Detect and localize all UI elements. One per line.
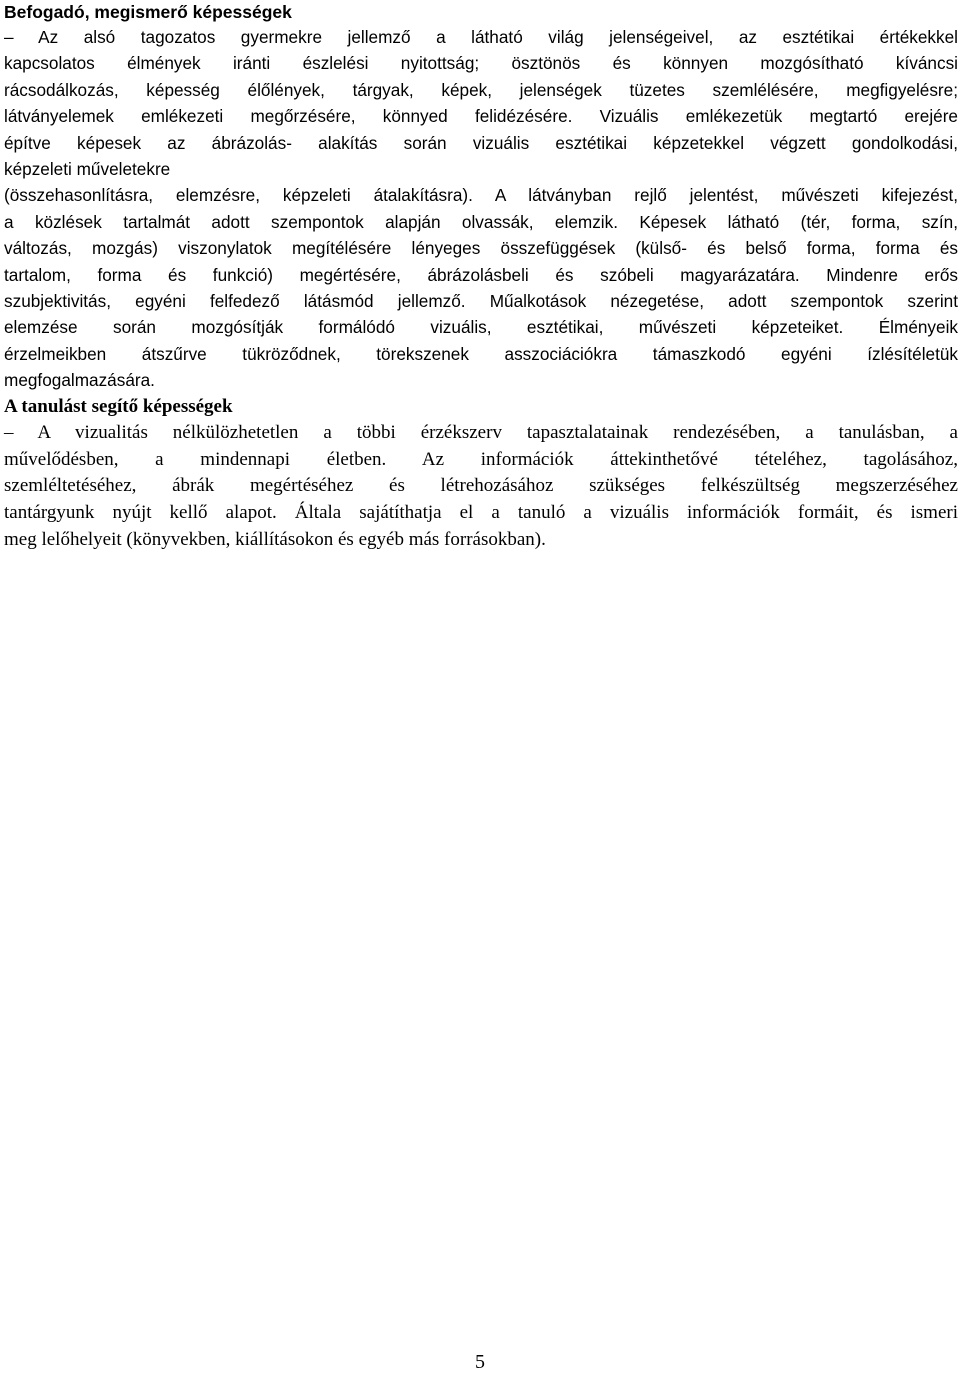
paragraph-learning-abilities	[4, 420, 958, 553]
text-line: építve képesek az ábrázolás- alakítás során vizuális esztétikai képzetekkel végzett gondolkodási,	[4, 132, 958, 153]
text-line: megfogalmazására.	[4, 370, 155, 391]
text-line: érzelmeikben átszűrve tükröződnek, törekszenek asszociációkra támaszkodó egyéni ízlésítéletük	[4, 343, 958, 364]
text-line: változás, mozgás) viszonylatok megítélésére lényeges összefüggések (külső- és belső forma, forma és	[4, 238, 958, 259]
section-heading-receptive-abilities: Befogadó, megismerő képességek	[4, 2, 292, 22]
text-line: meg lelőhelyeit (könyvekben, kiállításokon és egyéb más forrásokban).	[4, 528, 546, 550]
text-line: szemléltetéséhez, ábrák megértéséhez és létrehozásához szükséges felkészültség megszerzéséhez	[4, 475, 958, 497]
text-line: látványelemek emlékezeti megőrzésére, könnyed felidézésére. Vizuális emlékezetük megtartó erejére	[4, 106, 958, 127]
text-line: (összehasonlításra, elemzésre, képzeleti átalakításra). A látványban rejlő jelentést, művészeti kifejezést,	[4, 185, 958, 206]
text-line: elemzése során mozgósítják formálódó vizuális, esztétikai, művészeti képzeteiket. Élményeik	[4, 317, 958, 338]
paragraph-receptive-abilities	[4, 24, 958, 394]
text-line: a közlések tartalmát adott szempontok alapján olvassák, elemzik. Képesek látható (tér, forma, szín,	[4, 211, 958, 232]
text-line: tartalom, forma és funkció) megértésére, ábrázolásbeli és szóbeli magyarázatára. Mindenre erős	[4, 264, 958, 285]
text-line: képzeleti műveletekre	[4, 159, 171, 180]
page-number: 5	[475, 1351, 485, 1373]
text-line: művelődésben, a mindennapi életben. Az információk áttekinthetővé tételéhez, tagolásához,	[4, 448, 958, 470]
text-line: szubjektivitás, egyéni felfedező látásmód jellemző. Műalkotások nézegetése, adott szempontok szerint	[4, 291, 958, 312]
document-page	[4, 0, 958, 553]
text-line: kapcsolatos élmények iránti észlelési nyitottság; ösztönös és könnyen mozgósítható kíváncsi	[4, 53, 958, 74]
text-line: rácsodálkozás, képesség élőlények, tárgyak, képek, jelenségek tüzetes szemlélésére, megfigyelésre;	[4, 79, 958, 100]
section-heading-learning-abilities: A tanulást segítő képességek	[4, 395, 233, 417]
text-line: – Az alsó tagozatos gyermekre jellemző a látható világ jelenségeivel, az esztétikai értékekkel	[4, 27, 958, 47]
text-line: – A vizualitás nélkülözhetetlen a többi érzékszerv tapasztalatainak rendezésében, a tanulásban, a	[4, 422, 958, 444]
text-line: tantárgyunk nyújt kellő alapot. Általa sajátíthatja el a tanuló a vizuális információk formáit, és ismeri	[4, 502, 958, 524]
